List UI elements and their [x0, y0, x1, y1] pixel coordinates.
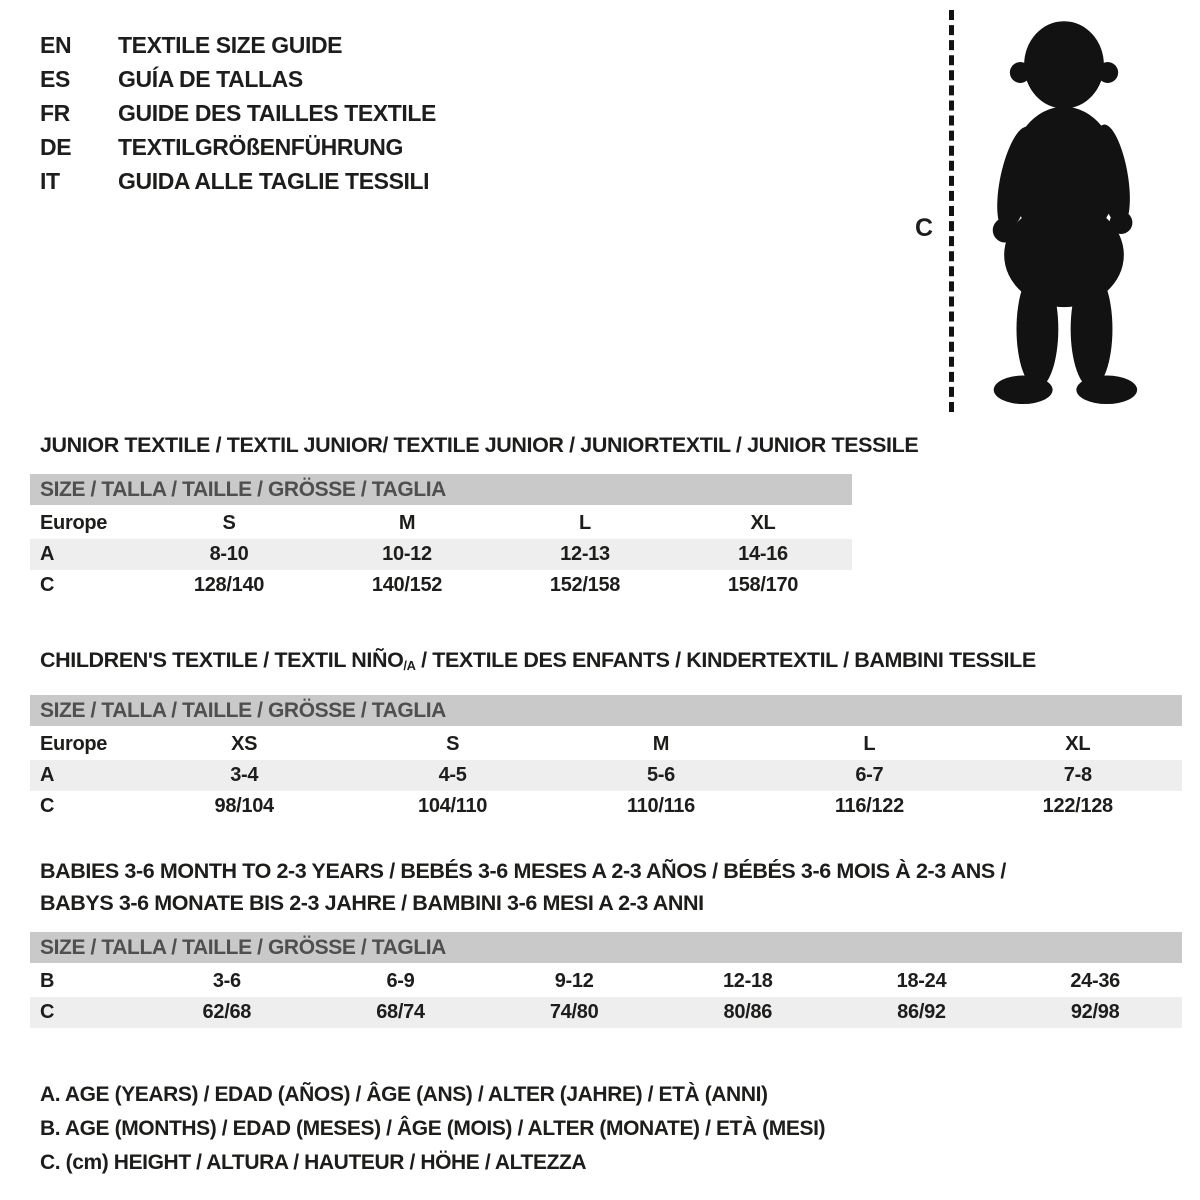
language-code: FR: [40, 100, 70, 126]
row-label: C: [40, 574, 55, 596]
junior-size-table: [30, 508, 852, 601]
row-label: B: [40, 969, 55, 992]
language-row: [40, 130, 436, 164]
table-cell: 128/140: [193, 574, 265, 596]
tables-area: [30, 430, 1182, 1180]
language-title: GUÍA DE TALLAS: [118, 66, 303, 92]
table-cell: 12-13: [560, 543, 610, 565]
height-measure-label: C: [915, 214, 934, 242]
legend-line-c: C. (cm) HEIGHT / ALTURA / HAUTEUR / HÖHE / ALTEZZA: [40, 1150, 587, 1174]
table-cell: M: [398, 512, 416, 534]
table-cell: 18-24: [896, 969, 947, 992]
table-cell: 8-10: [209, 543, 249, 565]
table-row: [30, 997, 1182, 1028]
legend: [40, 1078, 1182, 1180]
section-junior-textile: [30, 430, 1182, 601]
table-cell: 116/122: [834, 794, 904, 817]
table-cell: 80/86: [723, 1000, 773, 1023]
table-cell: 62/68: [202, 1000, 252, 1023]
section-title-line1: BABIES 3-6 MONTH TO 2-3 YEARS / BEBÉS 3-6 MESES A 2-3 AÑOS / BÉBÉS 3-6 MOIS À 2-3 ANS /: [40, 858, 1006, 883]
language-row: [40, 96, 436, 130]
table-cell: 4-5: [438, 763, 467, 786]
table-cell: 92/98: [1070, 1000, 1120, 1023]
language-title: TEXTILE SIZE GUIDE: [118, 32, 343, 58]
table-cell: 110/116: [626, 794, 695, 817]
header-area: [0, 0, 1200, 430]
table-row: [30, 539, 852, 570]
table-cell: 6-7: [855, 763, 884, 786]
table-cell: 12-18: [722, 969, 773, 992]
row-label: C: [40, 1000, 55, 1023]
table-cell: L: [579, 512, 591, 534]
language-row: [40, 62, 436, 96]
section-title-text: CHILDREN'S TEXTILE / TEXTIL NIÑO: [40, 648, 404, 672]
table-cell: S: [222, 512, 236, 534]
language-code: DE: [40, 134, 72, 160]
table-cell: L: [863, 732, 876, 755]
language-title: GUIDE DES TAILLES TEXTILE: [118, 100, 436, 126]
language-row: [40, 28, 436, 62]
table-row: [30, 570, 852, 601]
table-row: [30, 729, 1182, 760]
legend-line-a: A. AGE (YEARS) / EDAD (AÑOS) / ÂGE (ANS) / ALTER (JAHRE) / ETÀ (ANNI): [40, 1082, 768, 1106]
language-title: TEXTILGRÖßENFÜHRUNG: [118, 134, 403, 160]
table-cell: 158/170: [727, 574, 799, 596]
children-size-table: [30, 729, 1182, 822]
table-cell: 3-6: [212, 969, 241, 992]
section-title-subscript: /A: [403, 657, 416, 673]
table-cell: 7-8: [1063, 763, 1092, 786]
table-cell: S: [446, 732, 460, 755]
table-header-bar: SIZE / TALLA / TAILLE / GRÖSSE / TAGLIA: [30, 932, 1182, 963]
table-cell: 68/74: [376, 1000, 425, 1023]
table-cell: 24-36: [1070, 969, 1120, 992]
table-row: [30, 966, 1182, 997]
table-cell: 5-6: [646, 763, 675, 786]
table-cell: 86/92: [897, 1000, 946, 1023]
table-cell: 122/128: [1042, 794, 1113, 817]
language-code: IT: [40, 168, 60, 194]
table-header-bar: SIZE / TALLA / TAILLE / GRÖSSE / TAGLIA: [30, 695, 1182, 726]
row-label: Europe: [40, 512, 108, 534]
height-measure-dashed-line: [949, 10, 954, 412]
table-row: [30, 508, 852, 539]
table-cell: 6-9: [386, 969, 415, 992]
row-label: A: [40, 543, 55, 565]
section-title: JUNIOR TEXTILE / TEXTIL JUNIOR/ TEXTILE JUNIOR / JUNIORTEXTIL / JUNIOR TESSILE: [40, 433, 919, 457]
section-babies-textile: [30, 856, 1182, 1028]
table-cell: 14-16: [738, 543, 788, 565]
table-cell: M: [652, 732, 670, 755]
table-row: [30, 760, 1182, 791]
table-row: [30, 791, 1182, 822]
row-label: A: [40, 763, 55, 786]
table-cell: 104/110: [418, 794, 488, 817]
table-cell: 74/80: [549, 1000, 599, 1023]
language-title-list: [40, 28, 436, 198]
row-label: Europe: [40, 732, 108, 755]
table-cell: 152/158: [549, 574, 621, 596]
table-cell: 3-4: [230, 763, 259, 786]
section-childrens-textile: [30, 645, 1182, 822]
table-cell: 9-12: [554, 969, 594, 992]
baby-silhouette-icon: [969, 14, 1159, 416]
babies-size-table: [30, 966, 1182, 1028]
language-code: ES: [40, 66, 70, 92]
table-header-bar: SIZE / TALLA / TAILLE / GRÖSSE / TAGLIA: [30, 474, 852, 505]
table-cell: 140/152: [371, 574, 443, 596]
row-label: C: [40, 794, 55, 817]
language-title: GUIDA ALLE TAGLIE TESSILI: [118, 168, 430, 194]
section-title: [40, 645, 1182, 681]
table-cell: XL: [1065, 732, 1091, 755]
table-cell: 10-12: [382, 543, 432, 565]
legend-line-b: B. AGE (MONTHS) / EDAD (MESES) / ÂGE (MOIS) / ALTER (MONATE) / ETÀ (MESI): [40, 1116, 826, 1140]
table-cell: 98/104: [214, 794, 274, 817]
baby-figure-area: [905, 0, 1175, 430]
language-code: EN: [40, 32, 72, 58]
language-row: [40, 164, 436, 198]
table-cell: XS: [231, 732, 258, 755]
section-title-text: / TEXTILE DES ENFANTS / KINDERTEXTIL / BAMBINI TESSILE: [415, 648, 1036, 672]
section-title-line2: BABYS 3-6 MONATE BIS 2-3 JAHRE / BAMBINI 3-6 MESI A 2-3 ANNI: [40, 890, 704, 915]
table-cell: XL: [750, 512, 776, 534]
